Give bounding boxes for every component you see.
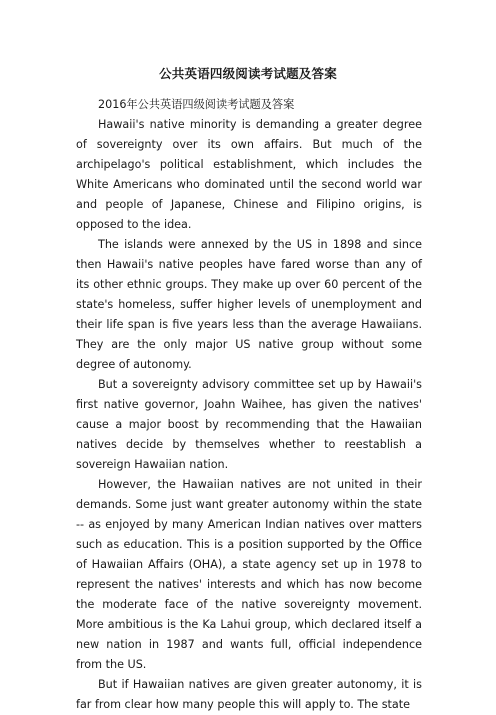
paragraph-2: The islands were annexed by the US in 1898 and since then Hawaii's native peoples have fared worse than any of its other ethnic groups. They make up over 60 percent of the state's homeless, suffer higher levels of unemployment and their life span is five years less than the average Hawaiians. They are the only major US native group without some degree of autonomy. [76,238,422,371]
document-subtitle: 2016年公共英语四级阅读考试题及答案 [98,98,295,111]
paragraph-1: Hawaii's native minority is demanding a greater degree of sovereignty over its own affairs. But much of the archipelago's political establishment, which includes the White Americans who dominated until the second world war and people of Japanese, Chinese and Filipino origins, is opposed to the idea. [76,118,422,231]
document-title: 公共英语四级阅读考试题及答案 [159,66,337,81]
paragraph-5: But if Hawaiian natives are given greater autonomy, it is far from clear how many people this will apply to. The state [76,678,422,711]
document-body [76,95,422,715]
paragraph-3: But a sovereignty advisory committee set up by Hawaii's first native governor, Joahn Waihee, has given the natives' cause a major boost by recommending that the Hawaiian natives decide by themselves whether to reestablish a sovereign Hawaiian nation. [76,378,422,471]
paragraph-4: However, the Hawaiian natives are not united in their demands. Some just want greater autonomy within the state -- as enjoyed by many American Indian natives over matters such as education. This is a position supported by the Office of Hawaiian Affairs (OHA), a state agency set up in 1978 to represent the natives' interests and which has now become the moderate face of the native sovereignty movement. More ambitious is the Ka Lahui group, which declared itself a new nation in 1987 and wants full, official independence from the US. [76,478,422,671]
